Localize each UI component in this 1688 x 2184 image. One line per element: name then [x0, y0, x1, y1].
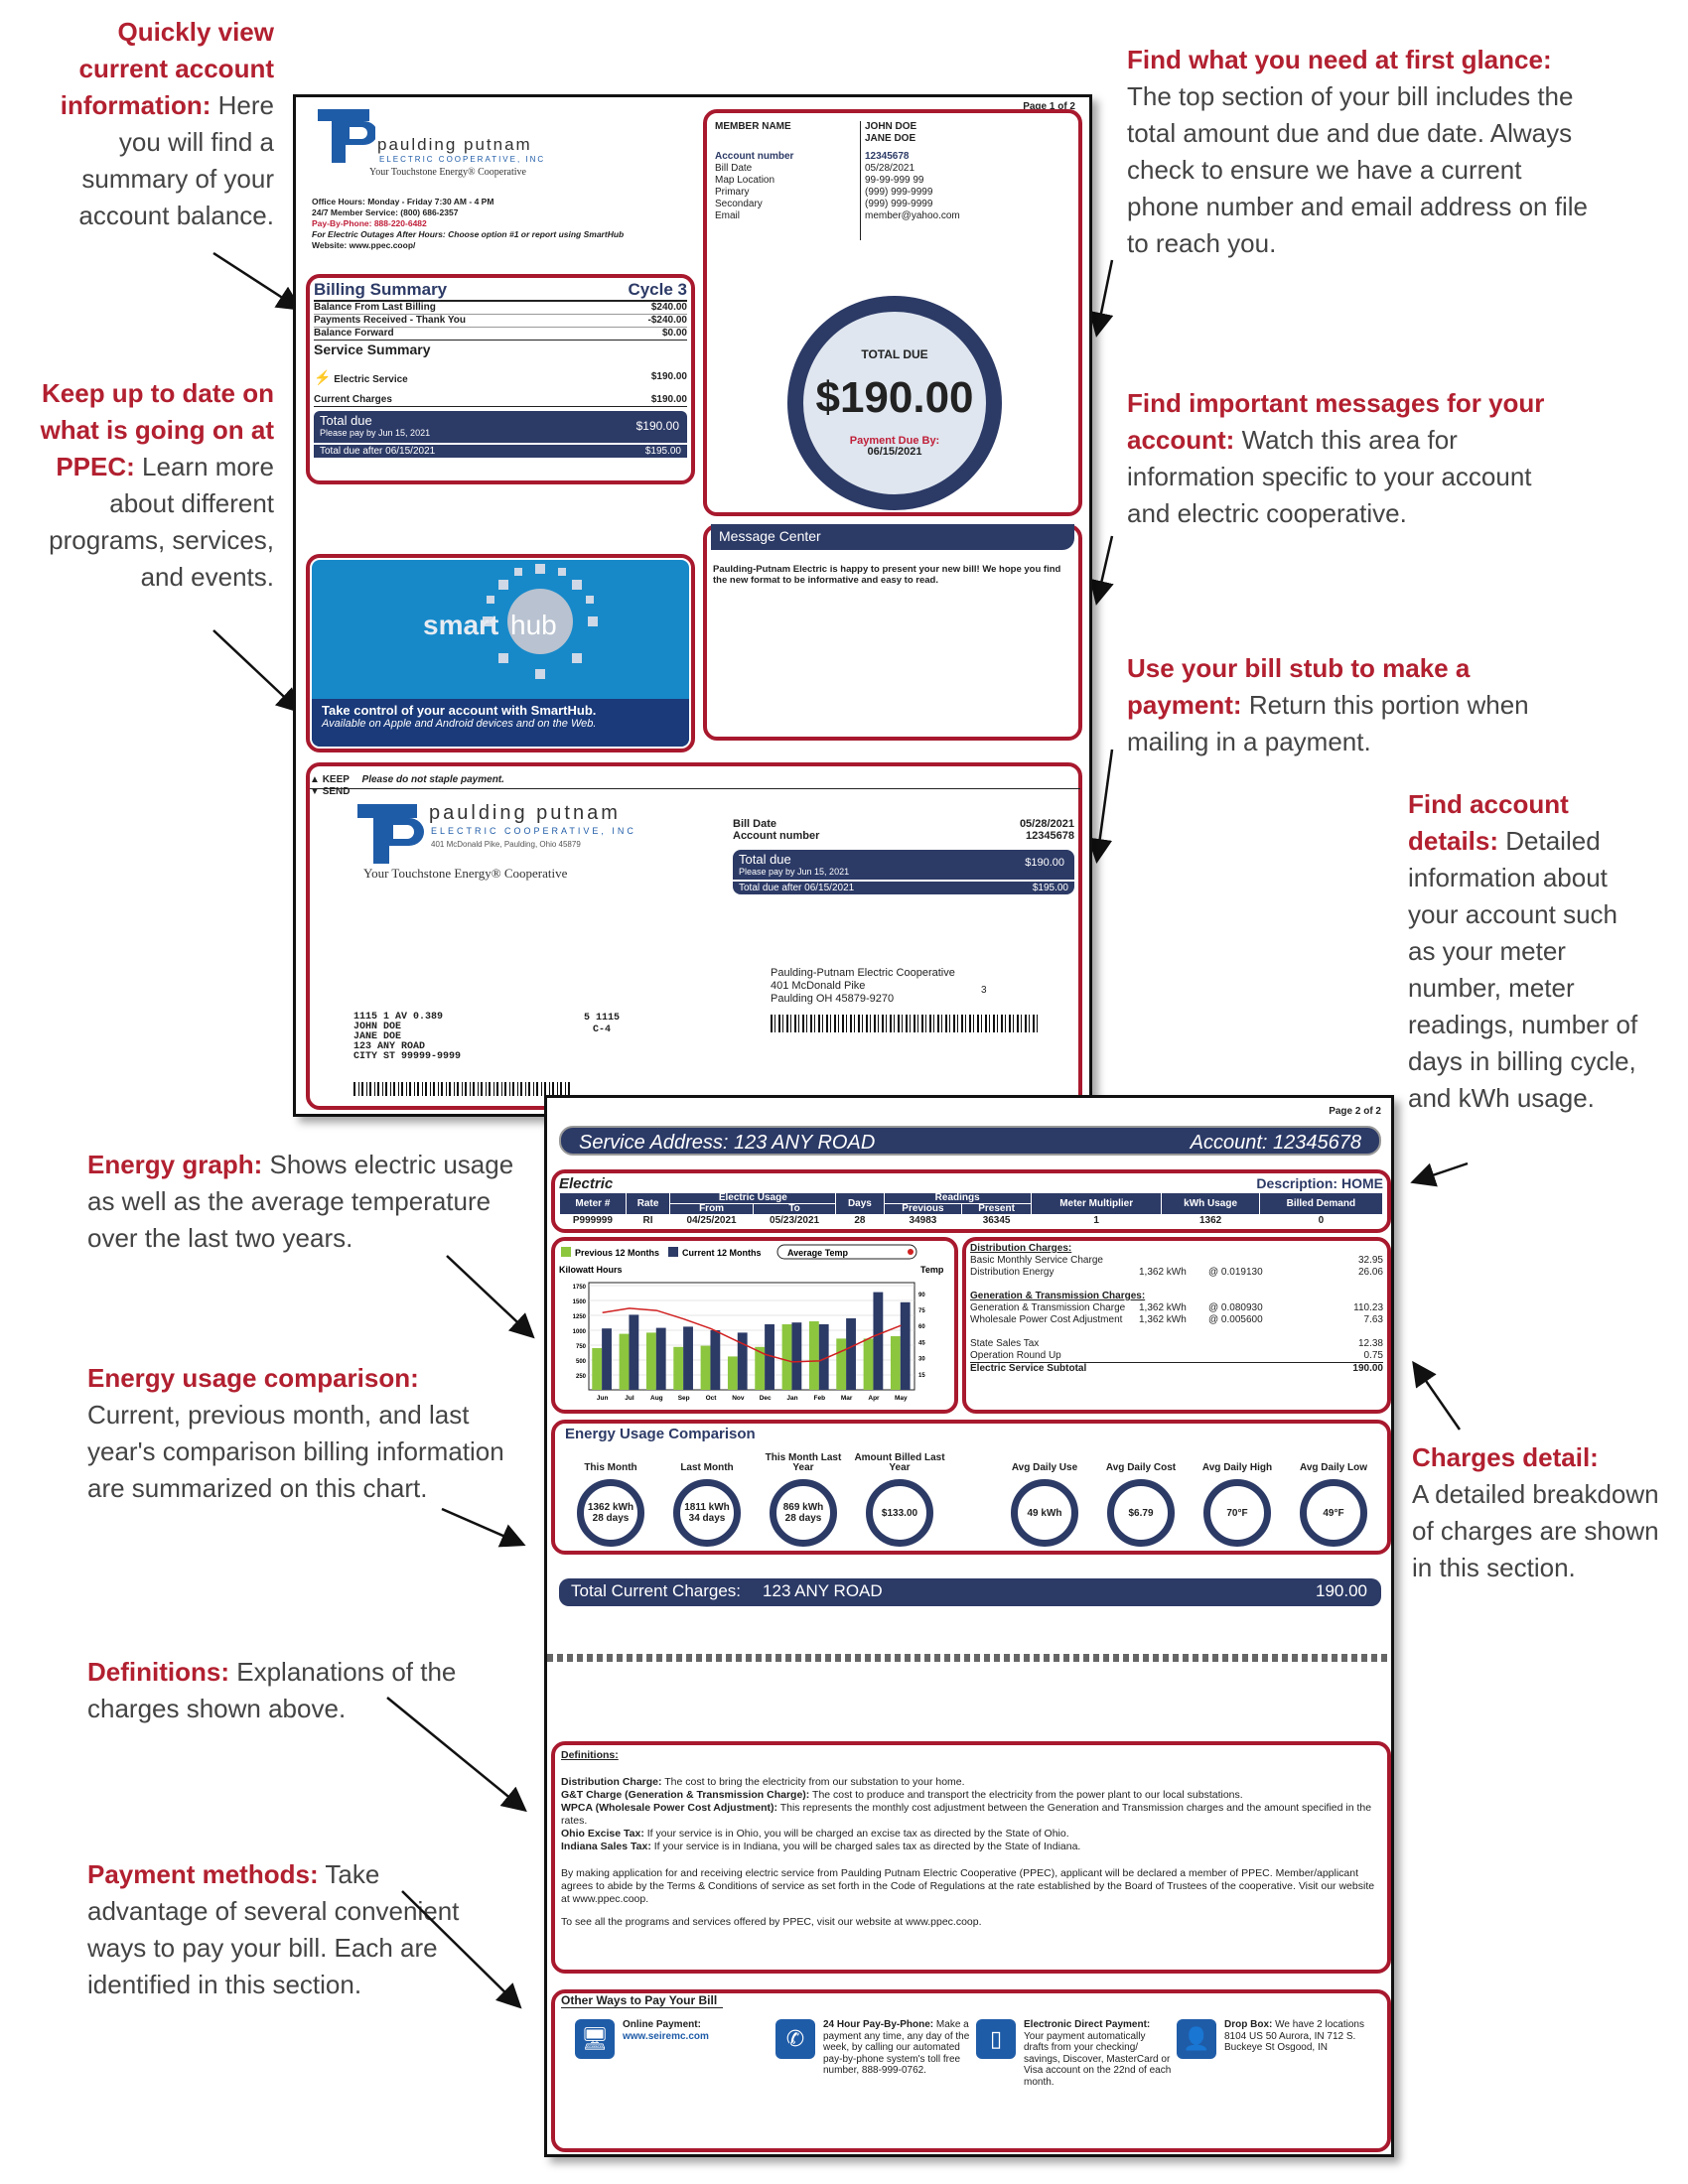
smarthub-banner: smart hub Take control of your account with SmartHub. Available on Apple and Android devices and on the Web.	[312, 560, 689, 747]
message-text: Paulding-Putnam Electric is happy to present your new bill! We hope you find the new format to be informative and easy to read.	[713, 564, 1061, 586]
y-axis-label: Kilowatt Hours	[559, 1265, 623, 1275]
y-tick-label: 750	[575, 1344, 586, 1350]
x-tick-label: Oct	[705, 1395, 717, 1402]
total-current-charges-bar: Total Current Charges: 123 ANY ROAD 190.00	[559, 1578, 1381, 1606]
ppec-logo-icon	[316, 105, 375, 163]
person-icon: 👤	[1177, 2019, 1216, 2059]
temp-tick-label: 75	[918, 1308, 925, 1314]
comparison-label: Amount Billed Last Year	[854, 1452, 945, 1473]
remit-address: Paulding-Putnam Electric Cooperative 401 McDonald Pike Paulding OH 45879-9270	[771, 967, 955, 1005]
x-tick-label: Nov	[732, 1395, 745, 1402]
x-tick-label: Feb	[813, 1395, 826, 1402]
ppec-logo-icon	[355, 800, 425, 866]
bar-previous	[891, 1336, 901, 1390]
comparison-label: Avg Daily Cost	[1105, 1462, 1177, 1473]
payment-item: Online Payment: www.seiremc.com	[623, 2019, 709, 2042]
payment-item: Electronic Direct Payment: Your payment automatically drafts from your checking/ savings, Discover, MasterCard or Visa account on the 22nd of each month.	[1024, 2019, 1172, 2088]
comparison-label: Avg Daily Low	[1300, 1462, 1367, 1473]
comparison-circle: 1362 kWh 28 days	[577, 1479, 644, 1547]
temp-tick-label: 45	[918, 1340, 925, 1347]
x-tick-label: Jan	[786, 1395, 798, 1402]
phone-icon: ✆	[775, 2019, 815, 2059]
logo-tagline: Your Touchstone Energy® Cooperative	[369, 167, 526, 178]
contact-info: Office Hours: Monday - Friday 7:30 AM - 4 PM 24/7 Member Service: (800) 686-2357 Pay-By-Phone: 888-220-6482 For Electric Outages After Hours: Choose option #1 or report using SmartHub Website: www.ppec.coop/	[312, 197, 625, 250]
temp-axis-label: Temp	[920, 1265, 944, 1275]
x-tick-label: Mar	[840, 1395, 853, 1402]
ppec-logo	[316, 105, 594, 185]
billing-summary: Billing Summary Cycle 3 Balance From Last Billing $240.00 Payments Received - Thank You -$240.00 Balance Forward $0.00 Service Summary ⚡ Electric Service $190.00 Current Charges $190.00 Total due Please pay by Jun 15, 2021 $190.00 Total due after 06/15/2021 $195.00	[314, 280, 687, 457]
y-tick-label: 1250	[572, 1314, 586, 1320]
x-tick-label: Sep	[677, 1395, 690, 1402]
bar-previous	[646, 1332, 656, 1390]
legend-previous: Previous 12 Months	[575, 1248, 660, 1258]
temp-tick-label: 30	[918, 1356, 925, 1363]
comparison-label: Last Month	[680, 1462, 734, 1473]
annotation-first-glance: Find what you need at first glance: The top section of your bill includes the total amount due and due date. Always check to ensure we have a current phone number and email address on file to reach you.	[1127, 45, 1588, 258]
x-tick-label: Jun	[596, 1395, 609, 1402]
page-number: Page 2 of 2	[1329, 1106, 1381, 1117]
bar-previous	[836, 1338, 846, 1390]
x-tick-label: May	[895, 1395, 908, 1402]
y-tick-label: 1500	[572, 1299, 586, 1305]
plug-icon: ⚡	[314, 369, 332, 385]
payment-title: Other Ways to Pay Your Bill	[561, 1993, 723, 2008]
comparison-label: Avg Daily Use	[1011, 1462, 1078, 1473]
bar-current	[683, 1326, 693, 1390]
comparison-circle: 1811 kWh 34 days	[673, 1479, 741, 1547]
annotation-charges-detail: Charges detail: A detailed breakdown of charges are shown in this section.	[1412, 1442, 1659, 1582]
bar-previous	[782, 1324, 792, 1390]
comparison-circle: 869 kWh 28 days	[770, 1479, 837, 1547]
annotation-payment-methods: Payment methods: Take advantage of several convenient ways to pay your bill. Each are identified in this section.	[87, 1859, 460, 1999]
payment-item: Drop Box: We have 2 locations 8104 US 50 Aurora, IN 712 S. Buckeye St Osgood, IN	[1224, 2019, 1364, 2053]
bar-current	[602, 1328, 612, 1390]
bar-previous	[620, 1334, 630, 1390]
total-due-bar: Total due Please pay by Jun 15, 2021 $190.00	[314, 411, 687, 443]
bar-current	[656, 1328, 666, 1390]
bar-previous	[809, 1321, 819, 1390]
bar-current	[629, 1314, 638, 1390]
mobile-icon: ▯	[976, 2019, 1016, 2059]
bar-current	[791, 1322, 801, 1390]
legend-current: Current 12 Months	[682, 1248, 762, 1258]
temp-tick-label: 90	[918, 1292, 925, 1298]
x-tick-label: Apr	[868, 1395, 880, 1402]
tear-line	[547, 1654, 1391, 1662]
bar-previous	[864, 1338, 874, 1390]
definitions: Definitions: Distribution Charge: The cost to bring the electricity from our substation to your home. G&T Charge (Generation & Transmission Charge): The cost to produce and transport the electricity from the power plant to our local substations. WPCA (Wholesale Power Cost Adjustment): This represents the monthly cost adjustment between the Generation and Transmission charges and the amount specified in the rates. Ohio Excise Tax: If your service is in Ohio, you will be charged an excise tax as directed by the State of Ohio. Indiana Sales Tax: If your service is in Indiana, you will be charged sales tax as directed by the State of Indiana. By making application for and receiving electric service from Paulding Putnam Electric Cooperative (PPEC), applicant will be declared a member of PPEC. Member/applicant agrees to abide by the Terms & Conditions of service as set forth in the Code of Regulations at the rate established by the Board of Trustees of the cooperative. Visit our website at www.ppec.coop. To see all the programs and services offered by PPEC, visit our website at www.ppec.coop.	[561, 1749, 1375, 1928]
annotation-messages: Find important messages for your account: Watch this area for information specific to your account and electric cooperative.	[1127, 388, 1545, 528]
message-center-box	[703, 524, 1082, 741]
bill-page-2	[544, 1095, 1394, 2157]
usage-chart	[557, 1243, 952, 1408]
x-tick-label: Dec	[759, 1395, 772, 1402]
annotation-definitions: Definitions: Explanations of the charges shown above.	[87, 1657, 457, 1723]
bar-current	[901, 1302, 911, 1390]
y-tick-label: 1750	[572, 1285, 586, 1291]
annotation-quick-view: Quickly view current account information: Here you will find a summary of your account balance.	[60, 17, 274, 230]
bar-current	[710, 1330, 720, 1390]
y-tick-label: 1000	[572, 1329, 586, 1335]
logo-sub: ELECTRIC COOPERATIVE, INC	[379, 155, 546, 164]
comparison-label: This Month Last Year	[765, 1452, 842, 1473]
total-due-circle: TOTAL DUE $190.00 Payment Due By: 06/15/2021	[787, 296, 1002, 510]
keep-send-marker: ▲ KEEP Please do not staple payment. ▼ SEND	[310, 774, 504, 797]
meter-details: Electric Description: HOME Meter # Rate Electric Usage Days Readings Meter Multiplier kWh Usage Billed Demand From To Previous Present P999999 RI 04/25/2021 05/23/2021 28 34983 36345 1 1362 0	[559, 1175, 1383, 1226]
comparison-label: This Month	[584, 1462, 637, 1473]
bill-page-1: Page 1 of 2 paulding putnam ELECTRIC COOPERATIVE, INC Your Touchstone Energy® Cooperative Office Hours: Monday - Friday 7:30 AM - 4 PM 24/7 Member Service: (800) 686-2357 Pay-By-Phone: 888-220-6482 For Electric Outages After Hours: Choose option #1 or report using SmartHub Website: www.ppec.coop/ Billing Summary Cycle 3 Balance From Last Billing $240.00 Payments Received - Thank You -$240.00 Balance Forward $0.00 Service Summary ⚡ Electric Service $190.00 Current Charges $190.00 Total due Please pay by Jun 15, 2021 $190.00 Total due after 06/15/2021 $195.00 MEMBER NAME JOHN DOE JANE DOE 12345678 05/28/2021 99-99-999 99 (999) 999-9999 (999) 999-9999 member@yahoo.com Account number Bill Date Map Location Primary Secondary Email TOTAL DUE $190.00 Payment Due By: 06/15/2021 Message Center Paulding-Putnam Electric is happy to present your new bill! We hope you find the new format to be informative and easy to read. smart hub Take control of your account with SmartHub. Available on Apple and Android devices and on the Web. ▲ KEEP Please do not staple payment. ▼ SEND paulding putnam ELECTRIC COOPERATIVE, INC 401 McDonald Pike, Paulding, Ohio 45879 Your Touchstone Energy® Cooperative Bill Date 05/28/2021 Account number 12345678 Total due Please pay by Jun 15, 2021 $190.00 Total due after 06/15/2021 $195.00 Paulding-Putnam Electric Cooperative 401 McDonald Pike Paulding OH 45879-9270 3 1115 1 AV 0.389 JOHN DOE JANE DOE 123 ANY ROAD CITY ST 99999-9999 5 1115 C-4	[293, 94, 1092, 1117]
logo-name: paulding putnam	[377, 135, 532, 154]
comparison-circle: $133.00	[866, 1479, 933, 1547]
service-address-bar: Service Address: 123 ANY ROAD Account: 12345678	[559, 1126, 1381, 1156]
legend-swatch-current	[668, 1247, 678, 1257]
legend-temp-dot	[908, 1249, 914, 1255]
bar-previous	[701, 1346, 711, 1390]
comparison-title: Energy Usage Comparison	[565, 1426, 756, 1442]
comparison-circle: 49 kWh	[1011, 1479, 1078, 1547]
temp-tick-label: 15	[918, 1372, 925, 1379]
charges-detail: Distribution Charges: Basic Monthly Service Charge 32.95 Distribution Energy 1,362 kWh @ 0.019130 26.06 Generation & Transmission Charges: Generation & Transmission Charge 1,362 kWh @ 0.080930 110.23 Wholesale Power Cost Adjustment 1,362 kWh @ 0.005600 7.63 State Sales Tax 12.38 Operation Round Up 0.75 Electric Service Subtotal 190.00	[970, 1243, 1383, 1374]
stub-details: Bill Date 05/28/2021 Account number 12345678 Total due Please pay by Jun 15, 2021 $190.00 Total due after 06/15/2021 $195.00	[733, 818, 1074, 893]
annotation-usage-comparison: Energy usage comparison: Current, previous month, and last year's comparison billing information are summarized on this chart.	[87, 1363, 504, 1503]
remit-barcode	[771, 1015, 1039, 1032]
comparison-circle: $6.79	[1107, 1479, 1175, 1547]
y-tick-label: 250	[575, 1374, 586, 1380]
comparison-circle: 70°F	[1203, 1479, 1271, 1547]
comparison-label: Avg Daily High	[1201, 1462, 1273, 1473]
page-number: Page 1 of 2	[1023, 101, 1075, 112]
annotation-account-details: Find account details: Detailed information about your account such as your meter number, meter readings, number of days in billing cycle, and kWh usage.	[1408, 789, 1638, 1113]
bar-current	[873, 1293, 883, 1390]
annotation-energy-graph: Energy graph: Shows electric usage as well as the average temperature over the last two years.	[87, 1150, 514, 1253]
bar-current	[846, 1318, 856, 1390]
comparison-circle: 49°F	[1300, 1479, 1367, 1547]
legend-swatch-previous	[561, 1247, 571, 1257]
bar-previous	[728, 1356, 738, 1390]
message-center-title: Message Center	[711, 524, 1074, 550]
annotation-keep-up: Keep up to date on what is going on at PPEC: Learn more about different programs, services, and events.	[40, 378, 274, 592]
payment-item: 24 Hour Pay-By-Phone: Make a payment any time, any day of the week, by calling our automated pay-by-phone system's toll free number, 888-999-0762.	[823, 2019, 970, 2076]
bar-previous	[673, 1347, 683, 1390]
annotation-stub: Use your bill stub to make a payment: Return this portion when mailing in a payment.	[1127, 653, 1529, 756]
x-tick-label: Jul	[625, 1395, 634, 1402]
y-tick-label: 500	[575, 1359, 586, 1365]
monitor-icon: 🖥	[575, 2019, 615, 2059]
bar-previous	[592, 1348, 602, 1390]
mailing-barcode	[353, 1082, 572, 1096]
x-tick-label: Aug	[650, 1395, 663, 1402]
stub-logo: paulding putnam ELECTRIC COOPERATIVE, INC 401 McDonald Pike, Paulding, Ohio 45879 Your Touchstone Energy® Cooperative	[355, 800, 673, 889]
mailing-address: 1115 1 AV 0.389 JOHN DOE JANE DOE 123 ANY ROAD CITY ST 99999-9999	[353, 1012, 462, 1062]
legend-temp: Average Temp	[787, 1248, 849, 1258]
temp-tick-label: 60	[918, 1324, 925, 1331]
